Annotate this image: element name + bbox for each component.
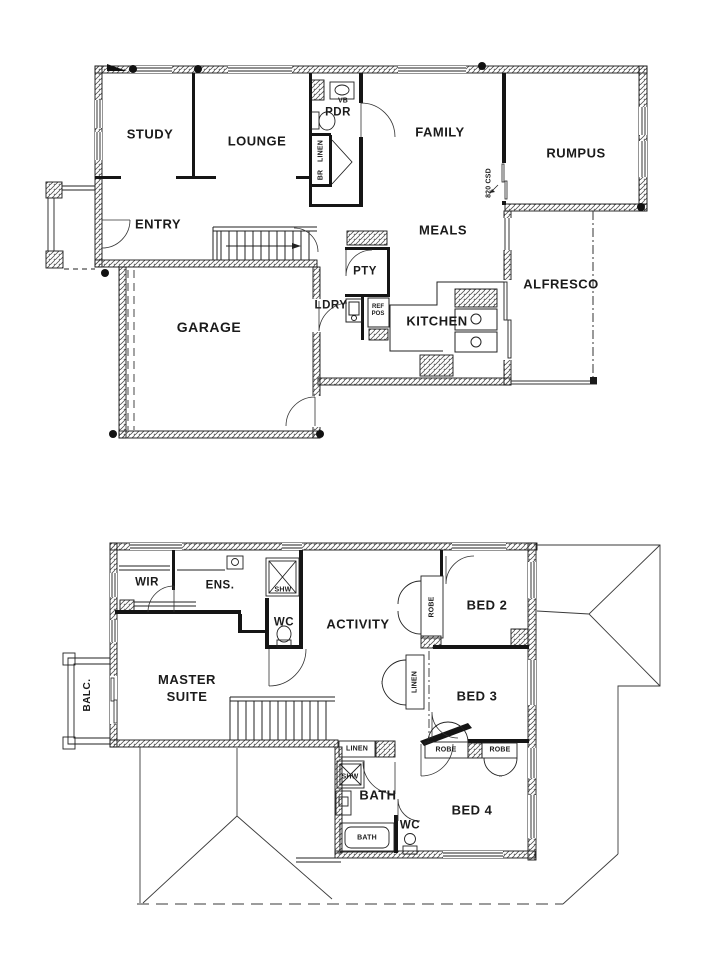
room-label-family: FAMILY	[415, 124, 465, 140]
room-label-bed2: BED 2	[466, 597, 508, 613]
label-linen-hall: LINEN	[411, 671, 419, 693]
room-label-activity: ACTIVITY	[326, 616, 390, 632]
room-label-entry: ENTRY	[134, 216, 182, 232]
room-label-balcony: BALC.	[82, 678, 93, 712]
room-label-rumpus: RUMPUS	[546, 145, 606, 161]
room-label-wc-bath: WC	[399, 819, 421, 832]
label-robe-bed4-b: ROBE	[489, 746, 511, 754]
room-label-wir: WIR	[135, 576, 159, 589]
room-label-wc-ensuite: WC	[273, 616, 295, 629]
room-label-laundry: LDRY	[314, 299, 348, 312]
label-linen-ground: LINEN	[317, 140, 325, 162]
room-label-alfresco: ALFRESCO	[523, 276, 599, 292]
room-label-lounge: LOUNGE	[227, 133, 287, 149]
room-label-bath: BATH	[359, 787, 397, 803]
label-bathtub: BATH	[357, 834, 377, 842]
label-robe-bed2: ROBE	[428, 596, 436, 618]
room-label-pdr: PDR	[325, 106, 351, 119]
label-vanity-basin: VB	[337, 97, 349, 105]
label-shower-ensuite: SHW	[274, 586, 292, 594]
room-label-bed4: BED 4	[451, 802, 493, 818]
room-label-ensuite: ENS.	[205, 579, 235, 592]
label-shower-bath: SHW	[341, 773, 359, 781]
room-label-meals: MEALS	[419, 222, 467, 238]
label-robe-bed4-a: ROBE	[435, 746, 457, 754]
label-cavity-slider: 820 CSD	[485, 168, 493, 198]
room-label-bed3: BED 3	[456, 688, 498, 704]
label-linen-bath: LINEN	[346, 745, 368, 753]
room-label-pantry: PTY	[353, 265, 377, 278]
room-label-master-suite: MASTER SUITE	[158, 672, 216, 704]
room-label-kitchen: KITCHEN	[406, 313, 468, 329]
label-broom: BR	[317, 169, 325, 181]
label-fridge-position: REF POS	[371, 304, 385, 317]
room-label-garage: GARAGE	[176, 319, 242, 335]
room-label-study: STUDY	[126, 126, 174, 142]
